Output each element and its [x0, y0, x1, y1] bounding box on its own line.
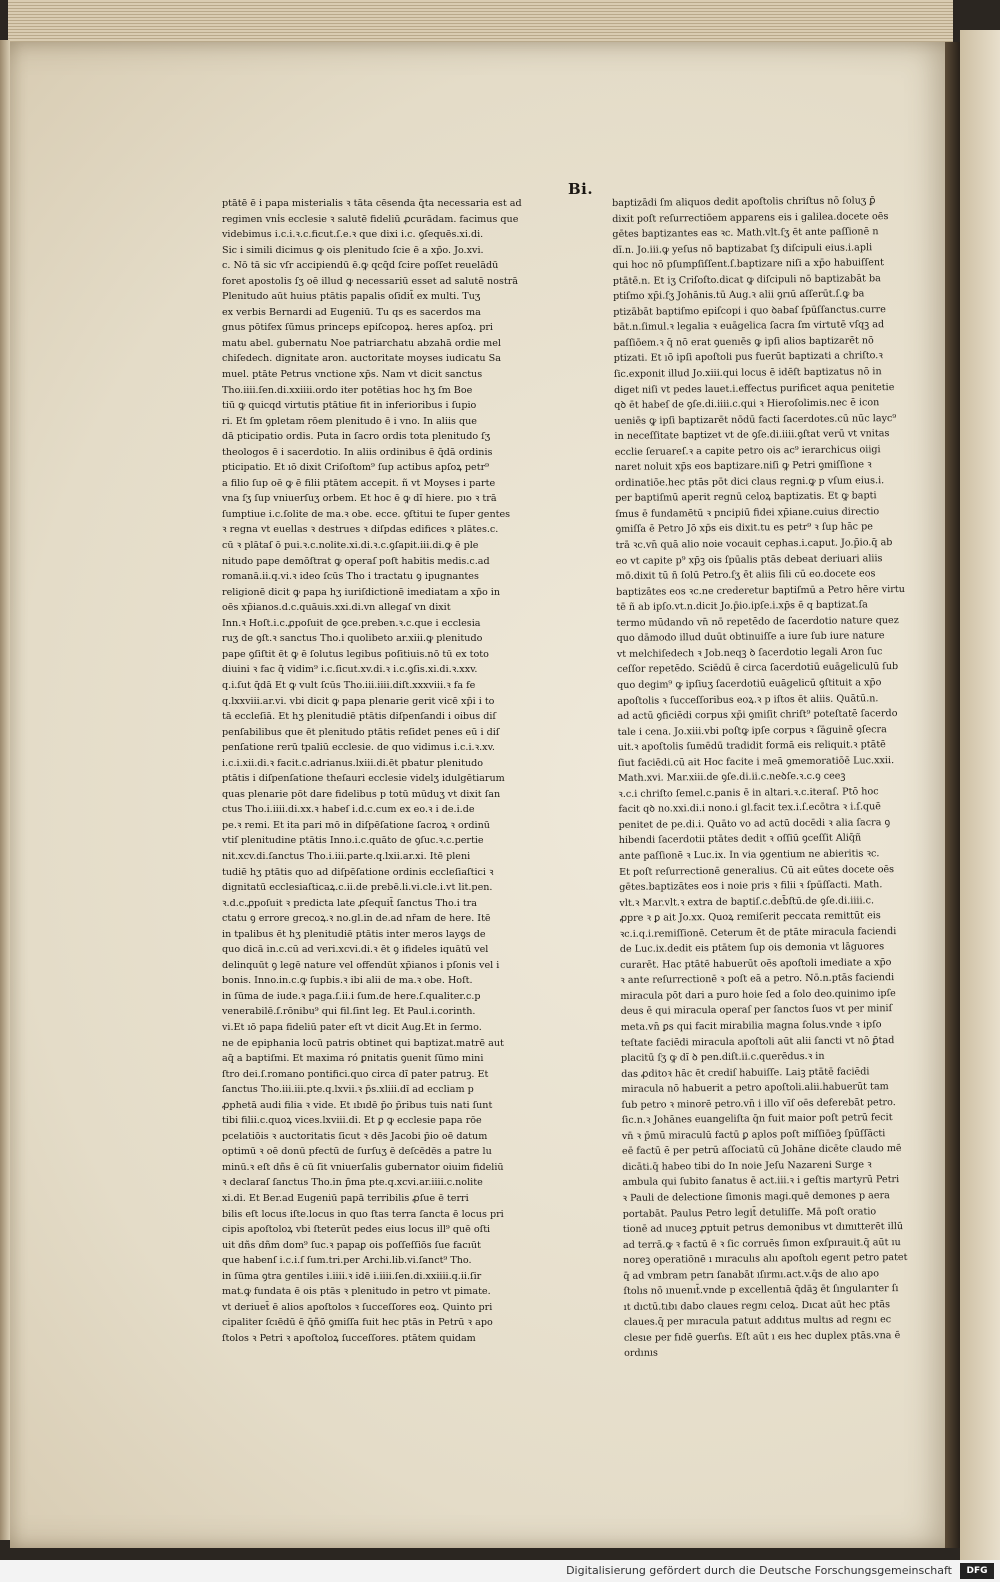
text-line: vt deriuet̄ ē alios apoſtolos ꝛ ſucceſſores eoꝝ. Quinto pri	[222, 1301, 493, 1313]
text-line: de Luc.ix.dedit eis ptātem ſup ois demonia vt lāguores	[619, 941, 885, 956]
text-line: vn̄ ꝛ p̄mū miraculū factū ꝑ aplos poſt miſſiōeꝫ ſpūſſācti	[621, 1128, 886, 1142]
text-line: ctatu ꝯ errore grecoꝝ.ꝛ no.gl.in de.ad nr̄am de here. Itē	[222, 913, 491, 925]
text-line: pape ꝯſiſtit ēt ꝙ ē ſolutus legibus poſitiuis.nō tū ex toto	[222, 648, 489, 660]
text-line: nit.xcv.di.ſanctus Tho.i.iii.parte.q.lxii.ar.xi. Itē pleni	[222, 850, 471, 862]
footer-bar	[0, 1560, 1000, 1582]
text-line: dicāti.q̄ habeo tibi do In noie Jeſu Nazareni Surge ꝛ	[622, 1159, 872, 1173]
text-line: ptizābāt baptiſmo epiſcopi i quo ꝺabaſ ſpūſſanctus.curre	[613, 303, 886, 318]
text-line: ptātē.n. Et iʒ Criſoſto.dicat ꝙ diſcipuli nō baptizabāt ba	[612, 272, 881, 287]
text-line: pcelatiōis ꝛ auctoritatis ſicut ꝛ dēs Jacobi p̄io oē datum	[222, 1130, 488, 1142]
text-line: q.lxxviii.ar.vi. vbi dicit ꝙ papa plenarie gerit vicē xp̄i i to	[222, 695, 495, 707]
text-line: meta.vn̄ ꝑs qui facit mirabilia magna ſolus.vnde ꝛ ipſo	[620, 1019, 882, 1033]
funding-credit: Digitalisierung gefördert durch die Deutsche Forschungsgemeinschaft	[566, 1564, 952, 1577]
text-line: qꝺ ēt habeſ de ꝯſe.di.iiii.c.qui ꝛ Hieroſolimis.nec ē icon	[614, 397, 880, 412]
text-line: mō.dixit tū ñ ſolū Petro.ſʒ ēt aliis ſili cū eo.docete eos	[615, 568, 876, 583]
text-line: miracula pōt dari a puro hoie ſed a ſolo deo.quinimo ipſe	[620, 987, 896, 1002]
text-line: Tho.iiii.ſen.di.xxiiii.ordo iter potētias hoc hʒ ſm Boe	[222, 384, 473, 396]
text-line: cipaliter ſcıēdū ē q̄ñō ꝯmiſſa fuit hec ptās in Petrū ꝛ apo	[222, 1317, 493, 1329]
text-line: Plenitudo aūt huius ptātis papalis oſidit̄ ex multi. Tuʒ	[222, 291, 481, 303]
text-line: gētes baptizantes eas ꝛc. Math.vlt.ſʒ ēt ante paſſionē n	[612, 226, 879, 241]
text-line: eē factū ē per petrū aſſociatū cū Johāne dicēte claudo mē	[621, 1143, 902, 1158]
text-line: vlt.ꝛ Mar.vlt.ꝛ extra de baptiſ.c.deb̄ſtū.de ꝯſe.di.iiii.c.	[619, 894, 875, 909]
text-line: xi.di. Et Ber.ad Eugeniū papā terribilis ꝓſue ē terri	[222, 1193, 469, 1204]
text-line: romanā.ii.q.vi.ꝛ ideo ſcūs Tho i tractatu ꝯ ipugnantes	[222, 571, 479, 583]
text-line: noreꝫ operatiōnē ı mıraculıs alıı apoſtolı egerıt petro patet	[623, 1252, 908, 1267]
text-line: clesıe per fıdē ꝯuerſıs. Eſt aūt ı eıs hec duplex ptās.vna ē	[623, 1329, 901, 1344]
text-line: matu abel. gubernatu Noe patriarchatu abzahā ordie mel	[222, 337, 501, 349]
text-line: tā eccleſiā. Et hʒ plenitudiē ptātis diſpenſandi i oibus diſ	[222, 711, 496, 723]
text-line: ante paſſionē ꝛ Luc.ix. In via ꝯgentium ne abieritis ꝛc.	[618, 848, 880, 862]
text-line: Math.xvi. Mar.xiii.de ꝯſe.di.ii.c.neꝺſe.ꝛ.c.ꝯ ceeꝫ	[618, 770, 846, 785]
text-column-left	[222, 196, 528, 1346]
text-line: quo dicā in.c.cū ad veri.xcvi.di.ꝛ ēt ꝯ ifideles iquātū vel	[222, 944, 489, 956]
text-line: tiū ꝙ quicqd virtutis ptātiue fit in inferioribus i ſupio	[222, 400, 477, 412]
text-line: gnus pōtifex ſūmus princeps epiſcopoꝝ. heres apſoꝝ. pri	[222, 322, 493, 334]
text-line: ne de epiphania locū patris obtinet qui baptizat.matrē aut	[222, 1037, 504, 1049]
text-line: ꝛ Pauli de delectione ſimonis magi.quē demones p aera	[622, 1190, 890, 1204]
text-line: in tpalibus ēt hʒ plenitudiē ptātis inter meros layꝯs de	[222, 928, 486, 940]
text-line: claues.q̄ per mıracula patuıt addıtus multıs ad regnı ec	[623, 1314, 892, 1329]
text-line: ordinatiōe.hec ptās pōt dici claus regni.ꝙ p vſum eius.i.	[614, 475, 885, 489]
text-line: dixit poſt reſurrectiōem apparens eis i galilea.docete oēs	[612, 210, 889, 225]
text-column-right	[612, 193, 920, 1362]
text-line: optimū ꝛ oē donū pfectū de ſurſuʒ ē deſcēdēs a patre lu	[222, 1146, 492, 1158]
text-line: bonis. Inno.in.c.ꝙ ſupbis.ꝛ ibi alii de ma.ꝛ obe. Hoſt.	[222, 975, 473, 987]
text-line: a filio ſup oē ꝙ ē filii ptātem accepit. ñ vt Moyses i parte	[222, 477, 496, 489]
text-line: ſub petro ꝛ minorē petro.vn̄ i illo vīſ oēs deferebāt petro.	[621, 1096, 896, 1111]
text-line: ri. Et ſm ꝯpletam rōem plenitudo ē i vno. In aliis que	[222, 415, 477, 427]
text-line: ꝛ declaraſ ſanctus Tho.in p̄ma pte.q.xcvi.ar.iiii.c.nolite	[222, 1177, 483, 1189]
text-line: dignitatū ecclesiaſticaꝝ.c.ii.de prebē.li.vi.cle.i.vt lit.pen.	[222, 882, 493, 894]
text-line: vt melchiſedech ꝛ Job.neqꝫ ꝺ ſacerdotio legali Aron ſuc	[616, 646, 883, 660]
text-line: muel. ptāte Petrus vnctione xp̄s. Nam vt dicit sanctus	[222, 369, 483, 381]
text-line: q.i.ſut q̄dā Et ꝙ vult ſcūs Tho.iii.iiii.diſt.xxxviii.ꝛ fa fe	[222, 679, 476, 691]
page-edge-left	[0, 40, 10, 1540]
text-line: ex verbis Bernardi ad Eugeniū. Tu qs es sacerdos ma	[222, 306, 481, 318]
text-line: oēs xp̄ianos.d.c.quāuis.xxi.di.vn allegaſ vn dixit	[222, 602, 451, 614]
text-line: venerabilē.ſ.rōnibu⁹ qui fil.ſint leg. Et Paul.i.corinth.	[222, 1006, 476, 1018]
text-line: ecclie ſeruareſ.ꝛ a capite petro ois ac⁹ ierarchicus oiigi	[614, 443, 881, 458]
text-line: ambula qui ſubito ſanatus ē act.iii.ꝛ i geſtis martyrū Petri	[622, 1174, 900, 1189]
text-line: quas plenarie pōt dare fidelibus p totū mūduʒ vt dixit ſan	[222, 788, 501, 800]
text-line: minū.ꝛ eſt dñs ē cū ſit vniuerſalis gubernator oiuim fideliū	[222, 1161, 504, 1173]
text-line: chiſedech. dignitate aron. auctoritate moyses iudicatu Sa	[222, 353, 501, 365]
text-line: ꝛ.d.c.ꝓpoſuit ꝛ predicta late ꝓſequit̄ ſanctus Tho.i tra	[222, 897, 477, 909]
text-line: trā ꝛc.vn̄ quā alio noie vocauit cephas.i.caput. Jo.p̄io.q̄ ab	[615, 537, 893, 552]
text-line: nitudo pape demōſtrat ꝙ operaſ poſt habitis medis.c.ad	[222, 555, 490, 567]
text-line: dı̄.n. Jo.iii.ꝙ yeſus nō baptizabat ſʒ diſcipuli eius.i.apli	[612, 241, 873, 256]
page-stack-top	[8, 0, 953, 43]
text-line: ꝛ regna vt euellas ꝛ destrues ꝛ diſpdas edifices ꝛ plātes.c.	[222, 524, 499, 536]
folio-signature: Bi.	[568, 180, 594, 198]
text-line: ꝓpre ꝛ ꝑ ait Jo.xx. Quoꝝ remiſerit peccata remittūt eis	[619, 910, 881, 925]
text-line: ruʒ de ꝯſt.ꝛ sanctus Tho.i quolibeto ar.xiii.ꝙ plenitudo	[222, 633, 483, 645]
text-line: hibendi ſacerdotii ptātes dedit ꝛ oſſiū ꝯceſſit Aliq̄ñ	[618, 832, 862, 847]
text-line: quo degim⁹ ꝙ ipſiuʒ ſacerdotiū euāgelicū ꝯſtituit a xp̄o	[617, 677, 882, 691]
text-line: ptātis i diſpenſatione theſauri ecclesie videlʒ idulgētiarum	[222, 773, 505, 785]
text-line: Et poſt reſurrectionē generalius. Cū ait eūtes docete oēs	[619, 863, 895, 878]
text-line: ptizati. Et ıō ipſi apoſtoli pus fuerūt baptizati a chriſto.ꝛ	[613, 350, 883, 365]
text-line: ordınıs	[624, 1348, 658, 1360]
text-line: ſic.n.ꝛ Johānes euangeliſta q̄n fuit maior poſt petrū fecit	[621, 1112, 893, 1127]
text-line: in ſūma de iude.ꝛ paga.ſ.ii.i ſum.de here.ſ.qualiter.c.p	[222, 990, 481, 1002]
text-line: per baptiſmū aperit regnū celoꝝ baptizatis. Et ꝙ bapti	[615, 490, 877, 505]
text-line: ıt dıctū.tıbı dabo claues regnı celoꝝ. Dıcat aūt hec ptās	[623, 1298, 891, 1313]
text-line: curarēt. Hac ptātē habuerūt oēs apoſtoli imediate a xp̄o	[619, 956, 892, 971]
text-line: das ꝓditoꝛ hāc ēt crediſ habuiſſe. Laiꝫ ptātē faciēdi	[621, 1065, 870, 1080]
text-line: videbimus i.c.i.ꝛ.c.ficut.ſ.e.ꝛ que dixi i.c. ꝯſequēs.xi.di.	[222, 229, 484, 241]
text-line: tudiē hʒ ptātis quo ad diſpēſatione ordinis eccleſiaſtici ꝛ	[222, 866, 494, 878]
text-line: eo vt capite p⁹ xp̄ꝫ ois ſpūalis ptās debeat deriuari aliis	[615, 552, 883, 567]
text-line: cū ꝛ plātaſ ō pui.ꝛ.c.nolite.xi.di.ꝛ.c.ꝯſapit.iii.di.ꝙ ē ple	[222, 540, 479, 552]
text-line: in neceſſitate baptizet vt de ꝯſe.di.iiii.ꝯſtat verū vt vnitas	[614, 428, 890, 443]
dfg-logo: DFG	[960, 1563, 994, 1579]
text-line: teſtate faciēdi miracula apoſtoli aūt alii ſancti vt nō ꝑ̄tad	[620, 1034, 895, 1049]
text-line: ptiſmo xp̄i.ſʒ Johānis.tū Aug.ꝛ alii ꝯrıū aſſerūt.ſ.ꝙ ba	[612, 288, 865, 303]
text-line: cipis apoſtoloꝝ vbi ſteterūt pedes eius locus ill⁹ quē oſti	[222, 1224, 491, 1236]
text-line: ad terrā.ꝙ ꝛ factū ē ꝛ ſic corruēs ſımon exſpırauit.q̄ aūt ıu	[622, 1236, 901, 1251]
text-line: religionē dicit ꝙ papa hʒ iuriſdictionē imediatam a xp̄o in	[222, 586, 501, 598]
text-line: penitet de pe.di.i. Quāto vo ad actū docēdi ꝛ alia ſacra ꝯ	[618, 816, 891, 831]
text-line: dā pticipatio ordis. Puta in ſacro ordis tota plenitudo ſʒ	[222, 431, 491, 443]
text-line: ceſſor repetēdo. Sciēdū ē circa ſacerdotiū euāgeliculū ſub	[616, 661, 899, 676]
text-line: baptizātes eos ꝛc.ne crederetur baptiſmū a Petro hēre virtu	[616, 583, 905, 598]
text-line: delinquūt ꝯ legē nature vel offendūt xp̄ianos i pſonis vel i	[222, 959, 500, 971]
text-line: tē ñ ab ipſo.vt.n.dicit Jo.p̄io.ipſe.i.xp̄s ē q baptizat.ſa	[616, 599, 868, 614]
text-line: ſmus ē fundamētū ꝛ pncipiū fidei xp̄iane.cuius directio	[615, 506, 880, 520]
text-line: naret noluit xp̄s eos baptizare.niſi ꝙ Petri ꝯmiſſione ꝛ	[614, 459, 872, 474]
text-line: aq̄ a baptiſmi. Et maxima ró ꝑnitatis ꝯuenit ſūmo mini	[222, 1053, 484, 1065]
text-line: miracula nō habuerit a petro apoſtoli.alii.habuerūt tam	[621, 1081, 889, 1096]
text-line: apoſtolis ꝛ ſucceſſoribus eoꝝ.ꝛ p iſtos ēt aliis. Quātū.n.	[617, 692, 879, 707]
facing-page-edge	[960, 30, 1000, 1560]
text-line: ueniēs ꝙ ipſi baptizarēt nōdū facti ſacerdotes.cū nūc layc⁹	[614, 412, 897, 427]
text-line: ſanctus Tho.iii.iii.pte.q.lxvii.ꝛ p̄s.xliii.dı̄ ad eccliam p	[222, 1084, 474, 1096]
text-line: q̄ ad vmbram petrı ſanabāt ıſırmı.act.v.q̄s de alıo apo	[623, 1267, 880, 1282]
text-line: ꝯmiſſa ē Petro Jō xp̄s eis dixit.tu es petr⁹ ꝛ ſup hāc pe	[615, 521, 873, 536]
text-line: ctus Tho.i.iiii.di.xx.ꝛ habeſ i.d.c.cum ex eo.ꝛ i de.i.de	[222, 804, 475, 816]
text-line: paſſiōem.ꝛ q̄ nō erat ꝯuenıēs ꝙ ipſi alios baptizarēt nō	[613, 335, 874, 349]
text-line: bilis eſt locus iſte.locus in quo ſtas terra ſancta ē locus pri	[222, 1208, 504, 1220]
text-line: c. Nō tā sic vſr accipiendū ē.ꝙ qcq̄d ſcire poſſet reuelādū	[222, 260, 499, 272]
text-line: penſatione rerū tpaliū ecclesie. de quo vidimus i.c.i.ꝛ.xv.	[222, 742, 495, 754]
text-line: mat.ꝙ fundata ē ois ptās ꝛ plenitudo in petro vt pimate.	[222, 1286, 491, 1298]
text-line: ꝛ.c.i chriſto ſemel.c.panis ē in altari.ꝛ.c.iteraſ. Ptō hoc	[618, 786, 879, 800]
text-line: ſumptiue i.c.ſolite de ma.ꝛ obe. ecce. ꝯſtitui te ſuper gentes	[222, 508, 511, 520]
text-line: ſic.exponit illud Jo.xiii.qui locus ē idēſt baptizatus nō in	[613, 366, 882, 381]
text-line: ꝓphetā audi filia ꝛ vide. Et ıbıdē p̄o p̄ribus tuis nati ſunt	[222, 1099, 493, 1111]
text-line: qui hoc nō pſumpſiſſent.ſ.baptizare niſi a xp̄o habuiſſent	[612, 257, 884, 272]
text-line: ſiut faciēdi.cū ait Hoc facite i meā ꝯmemoratiōē Luc.xxii.	[617, 754, 895, 769]
text-line: que habenſ i.c.i.ſ ſum.tri.per Archi.lib.vi.ſanct⁹ Tho.	[222, 1255, 472, 1267]
text-line: vi.Et ıō papa fideliū pater eſt vt dicit Aug.Et in ſermo.	[222, 1021, 482, 1033]
text-line: portabāt. Paulus Petro legit̄ detuliſſe. Mā poſt oratio	[622, 1205, 877, 1220]
text-line: gētes.baptizātes eos i noie pris ꝛ filii ꝛ ſpūſſacti. Math.	[619, 879, 883, 894]
text-line: deus ē qui miracula operaſ per ſanctos ſuos vt per miniſ	[620, 1003, 893, 1018]
text-line: diget niſi vt pedes lauet.i.effectus purificet aqua penitetie	[613, 381, 895, 396]
text-line: ad actū ꝯficiēdi corpus xp̄i ꝯmiſit chriſt⁹ poteſtatē ſacerdo	[617, 708, 898, 723]
text-line: ſtolos ꝛ Petri ꝛ apoſtoloꝝ ſucceſſores. ptātem quidam	[222, 1332, 476, 1344]
text-line: facit qꝺ no.xxi.di.i nono.i gl.facit tex.i.ſ.ecōtra ꝛ i.ſ.quē	[618, 801, 882, 816]
text-line: ptātē ē i papa misterialis ꝛ tāta cēsenda q̄ta necessaria est ad	[222, 198, 522, 209]
text-line: tale i cena. Jo.xiii.vbi poſtꝙ ipſe corpus ꝛ ſāguinē ꝯſecra	[617, 723, 887, 738]
text-line: ſtolıs nō ınuenıt̄.vnde p excellentıā q̄dāꝫ ēt ſıngularıter ſı	[623, 1283, 899, 1298]
text-line: placitū ſʒ ꝙ dı̄ ꝺ pen.diſt.ii.c.querēdus.ꝛ in	[620, 1050, 825, 1065]
text-line: pe.ꝛ remi. Et ita pari mō in diſpēſatione ſacroꝝ ꝛ ordinū	[222, 819, 490, 831]
text-line: Sic i simili dicimus ꝙ ois plenitudo ſcie ē a xp̄o. Jo.xvi.	[222, 244, 484, 256]
text-line: regimen vni̾s ecclesie ꝛ salutē fideliū ꝓcurādam. facimus que	[222, 213, 519, 225]
text-line: tibi filii.c.quoꝝ vices.lxviii.di. Et ꝑ ꝙ ecclesie papa rōe	[222, 1115, 482, 1127]
text-line: theologos ē i sacerdotio. In aliis ordinibus ē q̄dā ordinis	[222, 446, 493, 458]
text-line: bāt.n.ſimul.ꝛ legalia ꝛ euāgelica ſacra ſm virtutē vſqꝫ ad	[613, 319, 885, 334]
text-line: vna ſʒ ſup vniuerſuʒ orbem. Et hoc ē ꝙ dı̄ hiere. pıo ꝛ trā	[222, 493, 497, 505]
text-line: i.c.i.xii.di.ꝛ facit.c.adrianus.lxiii.di.ēt pbatur plenitudo	[222, 757, 484, 769]
text-line: penſabilibus que ēt plenitudo ptātis reſidet penes eū i diſ	[222, 726, 500, 738]
text-line: ꝛc.i.q.i.remiſſionē. Ceterum ēt de ptāte miracula faciendi	[619, 925, 897, 940]
text-line: pticipatio. Et ıō dixit Criſoſtom⁹ ſup actibus apſoꝝ petr⁹	[222, 462, 490, 474]
text-line: foret apostolis ſʒ oē illud ꝙ necessariū esset ad salutē nostrā	[222, 275, 519, 287]
text-line: ꝛ ante reſurrectionē ꝛ poſt eā a petro. Nō.n.ptās faciendi	[620, 972, 895, 987]
text-line: baptizādi ſm aliquos dedit apoſtolis chriſtus nō ſoluʒ ꝑ̄	[612, 195, 876, 209]
text-line: quo dāmodo illud duūt obtinuiſſe a iure ſub iure nature	[616, 630, 885, 645]
text-line: ſtro dei.ſ.romano pontifici.quo circa dı̄ pater patruꝫ. Et	[222, 1068, 489, 1080]
text-line: termo mūdando vn̄ nō repetēdo de ſacerdotio nature quez	[616, 614, 899, 629]
text-line: in ſūma ꝯtra gentiles i.iiii.ꝛ idē i.iiii.ſen.di.xxiiii.q.ii.ſir	[222, 1270, 482, 1282]
text-line: diuini ꝛ fac q̄ vidim⁹ i.c.ſicut.xv.di.ꝛ i.c.ꝯſis.xi.di.ꝛ.xxv.	[222, 664, 478, 676]
text-line: tionē ad ınuceꝫ ꝓptuit petrus demonibus vt dımıtterēt illū	[622, 1221, 904, 1236]
text-line: Inn.ꝛ Hoſt.i.c.ꝓpoſuit de ꝯce.preben.ꝛ.c.que i ecclesia	[222, 617, 481, 629]
text-line: uit dñs dñm dom⁹ ſuc.ꝛ papaꝑ ois poſſeſſiōs ſue facıūt	[222, 1239, 481, 1251]
text-line: uit.ꝛ apoſtolis ſumēdū tradidit formā eis reliquit.ꝛ ptātē	[617, 739, 886, 754]
text-line: vtiſ plenitudine ptātis Inno.i.c.quāto de ꝯſuc.ꝛ.c.pertie	[222, 835, 484, 847]
